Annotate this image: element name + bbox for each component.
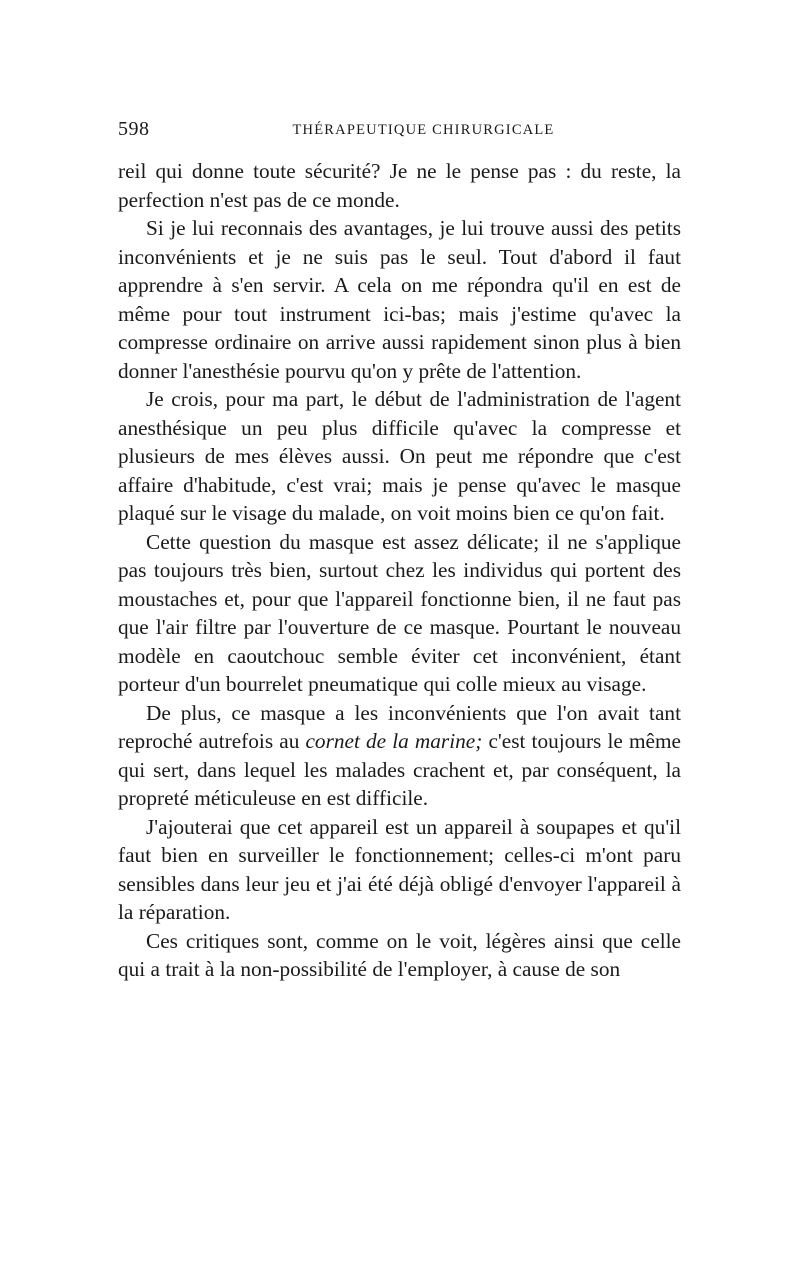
paragraph-5-text-before: De plus, ce masque a les inconvénients que l'on avait tant reproché autrefois au (118, 700, 681, 753)
body-text (118, 157, 681, 984)
paragraph-6: J'ajouterai que cet appareil est un appareil à soupapes et qu'il faut bien en surveiller le fonctionnement; celles-ci m'ont paru sensibles dans leur jeu et j'ai été déjà obligé d'envoyer l'appareil à la réparation. (118, 814, 681, 924)
paragraph-2: Si je lui reconnais des avantages, je lui trouve aussi des petits inconvénients et je ne suis pas le seul. Tout d'abord il faut apprendre à s'en servir. A cela on me répondra qu'il en est de même pour tout instrument ici-bas; mais j'estime qu'avec la compresse ordinaire on arrive aussi rapidement sinon plus à bien donner l'anesthésie pourvu qu'on y prête de l'attention. (118, 216, 681, 383)
paragraph-5 (118, 699, 681, 813)
running-title: THÉRAPEUTIQUE CHIRURGICALE (292, 122, 555, 138)
paragraph-5-text-after: c'est toujours le même qui sert, dans lequel les malades crachent et, par conséquent, la propreté méticuleuse en est difficile. (118, 729, 681, 810)
running-head (118, 118, 681, 148)
italic-phrase: cornet de la marine; (305, 729, 483, 753)
paragraph-1: reil qui donne toute sécurité? Je ne le pense pas : du reste, la perfection n'est pas de ce monde. (118, 159, 681, 212)
paragraph-3: Je crois, pour ma part, le début de l'administration de l'agent anesthésique un peu plus difficile qu'avec la compresse et plusieurs de mes élèves aussi. On peut me répondre que c'est affaire d'habitude, c'est vrai; mais je pense qu'avec le masque plaqué sur le visage du malade, on voit moins bien ce qu'on fait. (118, 387, 681, 525)
paragraph-7: Ces critiques sont, comme on le voit, légères ainsi que celle qui a trait à la non-possibilité de l'employer, à cause de son (118, 928, 681, 981)
paragraph-4: Cette question du masque est assez délicate; il ne s'applique pas toujours très bien, surtout chez les individus qui portent des moustaches et, pour que l'appareil fonctionne bien, il ne faut pas que l'air filtre par l'ouverture de ce masque. Pourtant le nouveau modèle en caoutchouc semble éviter cet inconvénient, étant porteur d'un bourrelet pneumatique qui colle mieux au visage. (118, 529, 681, 696)
page-number: 598 (118, 118, 150, 140)
